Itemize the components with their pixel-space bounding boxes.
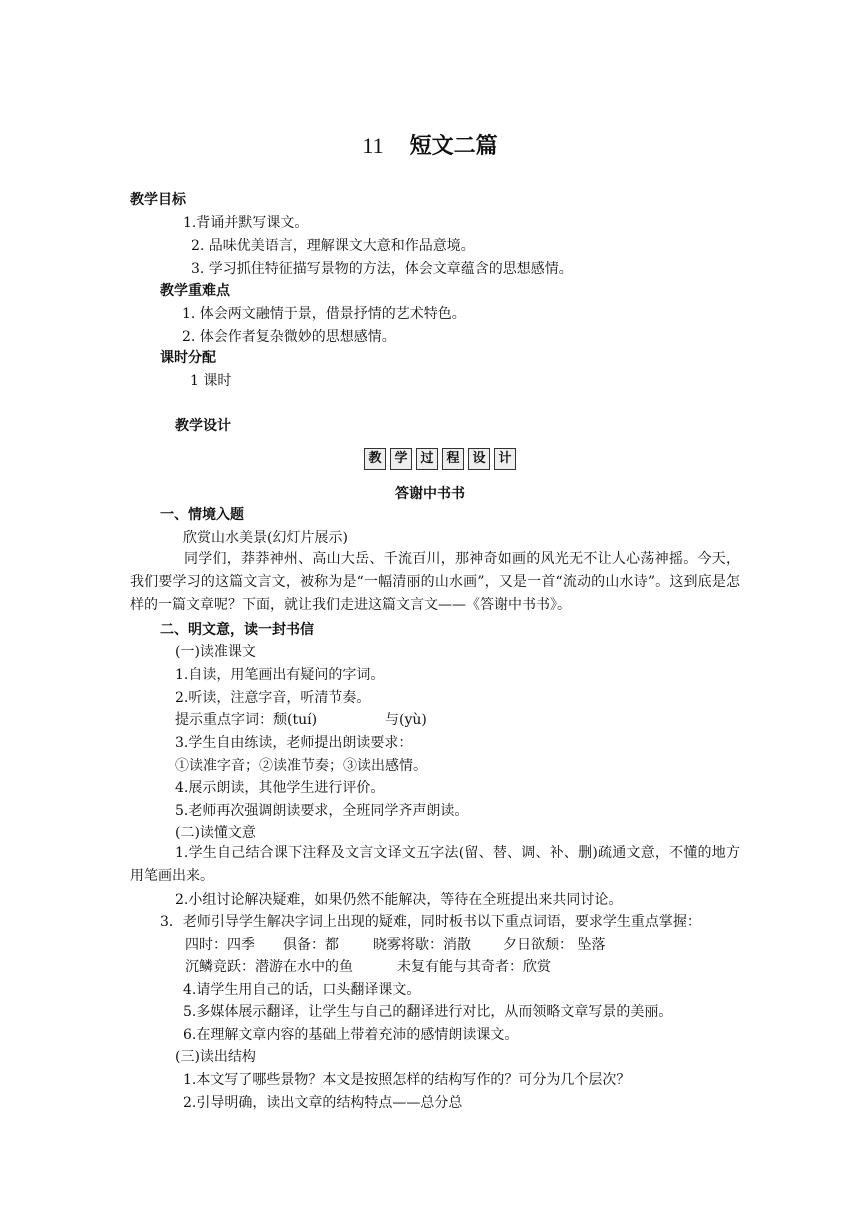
subsection-heading: (二)读懂文意 [175,825,256,841]
process-char: 过 [416,448,438,470]
key-point-item: 1. 体会两文融情于景，借景抒情的艺术特色。 [182,306,466,322]
page-title [0,132,860,161]
body-line: 4.请学生用自己的话，口头翻译课文。 [183,982,421,998]
hours-heading: 课时分配 [160,350,216,366]
key-points-heading: 教学重难点 [160,283,230,299]
hours-value: 1 课时 [190,373,232,389]
text-subtitle: 答谢中书书 [395,486,465,502]
body-line: 2.引导明确，读出文章的结构特点——总分总 [183,1095,463,1111]
lesson-number: 11 [362,133,384,158]
process-char: 学 [390,448,412,470]
process-char: 设 [468,448,490,470]
vocab-item: 未复有能与其奇者：欣赏 [397,959,551,975]
section-heading: 一、情境入题 [160,507,244,523]
process-char: 计 [494,448,516,470]
process-char: 教 [364,448,386,470]
body-line: 1.自读，用笔画出有疑问的字词。 [175,667,385,683]
vocab-item: 晓雾将歇：消散 [373,937,471,953]
design-heading: 教学设计 [175,418,231,434]
process-char: 程 [442,448,464,470]
subsection-heading: (一)读准课文 [175,644,256,660]
body-line: 6.在理解文章内容的基础上带着充沛的感情朗读课文。 [183,1027,519,1043]
body-line: 2.小组讨论解决疑难，如果仍然不能解决，等待在全班提出来共同讨论。 [175,892,623,908]
vocab-item: 沉鳞竞跃：潜游在水中的鱼 [185,959,353,975]
body-line: 5.多媒体展示翻译，让学生与自己的翻译进行对比，从而领略文章写景的美丽。 [183,1004,673,1020]
vocab-item: 俱备：都 [283,937,339,953]
objectives-heading: 教学目标 [130,192,186,208]
body-line: ①读准字音；②读准节奏；③读出感情。 [175,758,427,774]
hint-line: 提示重点字词：颓(tuí) [175,712,318,728]
vocab-item: 夕日欲颓： 坠落 [503,937,606,953]
body-line: 4.展示朗读，其他学生进行评价。 [175,780,385,796]
body-line: 3.学生自由练读，老师提出朗读要求： [175,735,413,751]
objective-item: 2. 品味优美语言，理解课文大意和作品意境。 [191,238,475,254]
body-line: 5.老师再次强调朗读要求，全班同学齐声朗读。 [175,803,469,819]
vocab-item: 四时：四季 [185,937,255,953]
process-title-boxes [364,448,516,470]
subsection-heading: (三)读出结构 [175,1049,256,1065]
lesson-name: 短文二篇 [409,134,498,159]
section-heading: 二、明文意，读一封书信 [160,622,314,638]
body-line: 1.本文写了哪些景物？本文是按照怎样的结构写作的？可分为几个层次？ [183,1072,631,1088]
body-paragraph: 1.学生自己结合课下注释及文言文译文五字法(留、替、调、补、删)疏通文意，不懂的地方用笔画出来。 [130,845,740,884]
intro-paragraph: 同学们，莽莽神州、高山大岳、千流百川，那神奇如画的风光无不让人心荡神摇。今天，我们要学习的这篇文言文，被称为是“一幅清丽的山水画”，又是一首“流动的山水诗”。这到底是怎样的一篇文章呢？下面，就让我们走进这篇文言文——《答谢中书书》。 [130,551,740,613]
body-line: 欣赏山水美景(幻灯片展示) [183,530,348,546]
hint-second: 与(yù) [385,712,427,728]
objective-item: 1.背诵并默写课文。 [183,215,309,231]
objective-item: 3. 学习抓住特征描写景物的方法，体会文章蕴含的思想感情。 [191,261,573,277]
body-line: 3．老师引导学生解决字词上出现的疑难，同时板书以下重点词语，要求学生重点掌握： [160,914,701,930]
body-line: 2.听读，注意字音，听清节奏。 [175,690,371,706]
key-point-item: 2. 体会作者复杂微妙的思想感情。 [182,329,396,345]
